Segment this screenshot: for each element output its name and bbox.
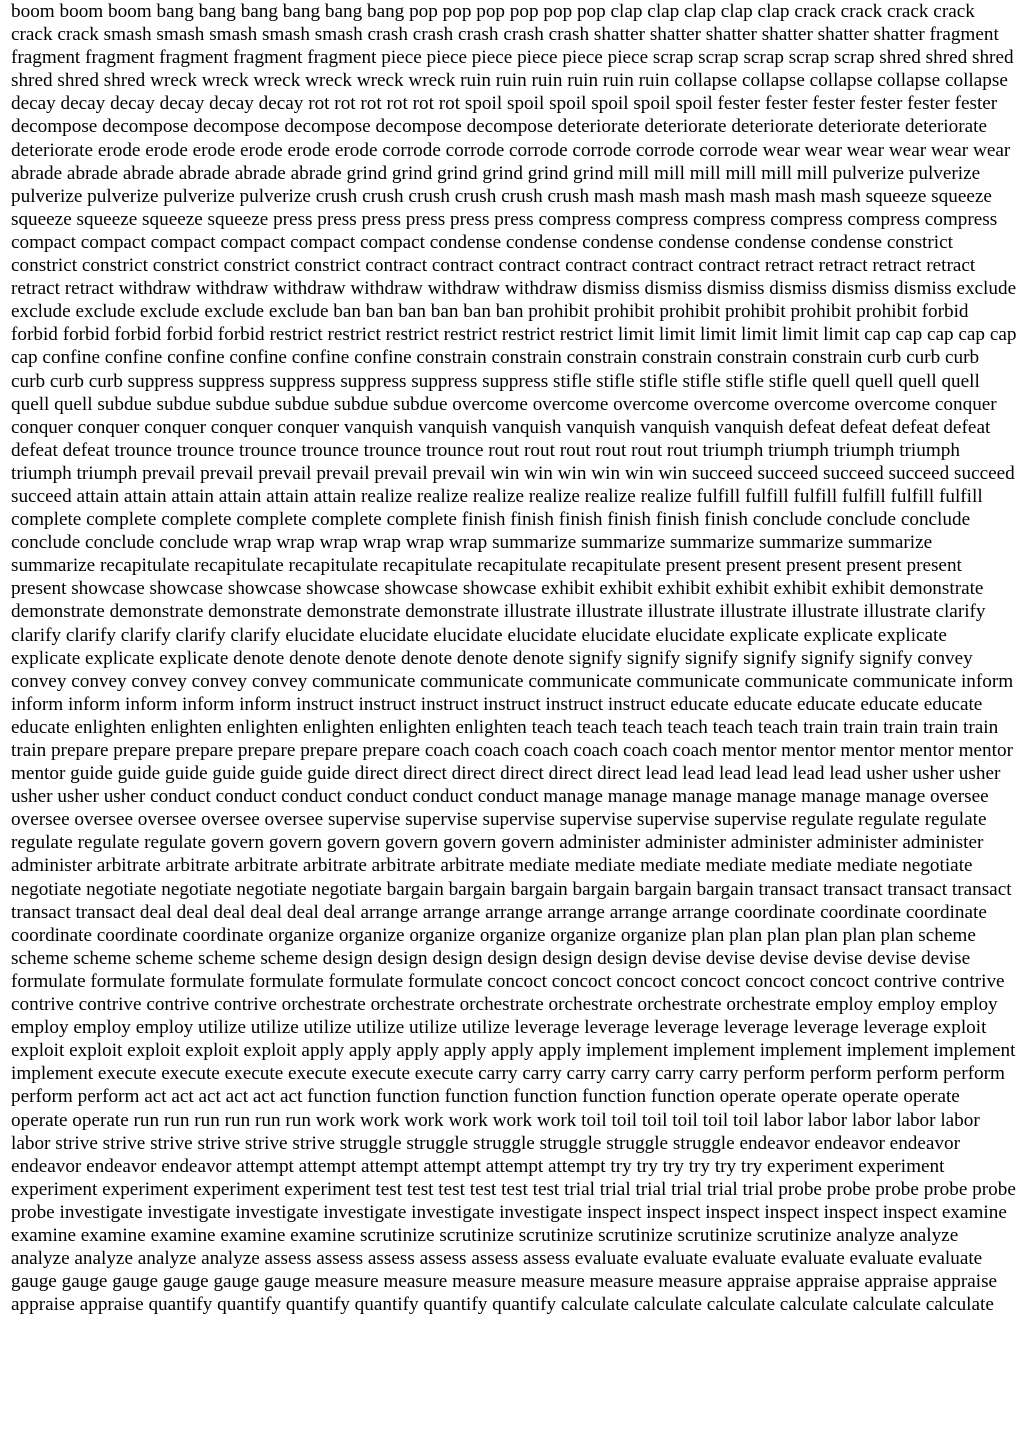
body-paragraph: boom boom boom bang bang bang bang bang bang pop pop pop pop pop pop clap clap clap clap clap crack crack crack crack crack crack smash smash smash smash smash crash crash crash crash crash shatter shatter shatter shatter shatter shatter fragment fragment fragment fragment fragment fragment piece piece piece piece piece piece scrap scrap scrap scrap scrap shred shred shred shred shred shred wreck wreck wreck wreck wreck wreck ruin ruin ruin ruin ruin ruin collapse collapse collapse collapse collapse decay decay decay decay decay decay rot rot rot rot rot rot spoil spoil spoil spoil spoil spoil fester fester fester fester fester fester decompose decompose decompose decompose decompose decompose deteriorate deteriorate deteriorate deteriorate deteriorate deteriorate erode erode erode erode erode erode corrode corrode corrode corrode corrode corrode wear wear wear wear wear wear abrade abrade abrade abrade abrade abrade grind grind grind grind grind grind mill mill mill mill mill mill pulverize pulverize pulverize pulverize pulverize pulverize crush crush crush crush crush crush mash mash mash mash mash mash squeeze squeeze squeeze squeeze squeeze squeeze press press press press press press compress compress compress compress compress compress compact compact compact compact compact compact condense condense condense condense condense condense constrict constrict constrict constrict constrict constrict contract contract contract contract contract contract retract retract retract retract retract retract withdraw withdraw withdraw withdraw withdraw withdraw dismiss dismiss dismiss dismiss dismiss dismiss exclude exclude exclude exclude exclude exclude ban ban ban ban ban ban prohibit prohibit prohibit prohibit prohibit prohibit forbid forbid forbid forbid forbid forbid restrict restrict restrict restrict restrict restrict limit limit limit limit limit limit cap cap cap cap cap cap confine confine confine confine confine confine constrain constrain constrain constrain constrain constrain curb curb curb curb curb curb suppress suppress suppress suppress suppress suppress stifle stifle stifle stifle stifle stifle quell quell quell quell quell quell subdue subdue subdue subdue subdue subdue overcome overcome overcome overcome overcome overcome conquer conquer conquer conquer conquer conquer vanquish vanquish vanquish vanquish vanquish vanquish defeat defeat defeat defeat defeat defeat trounce trounce trounce trounce trounce trounce rout rout rout rout rout rout triumph triumph triumph triumph triumph triumph prevail prevail prevail prevail prevail prevail win win win win win win succeed succeed succeed succeed succeed succeed attain attain attain attain attain attain realize realize realize realize realize realize fulfill fulfill fulfill fulfill fulfill fulfill complete complete complete complete complete complete finish finish finish finish finish finish conclude conclude conclude conclude conclude conclude wrap wrap wrap wrap wrap wrap summarize summarize summarize summarize summarize summarize recapitulate recapitulate recapitulate recapitulate recapitulate recapitulate present present present present present present showcase showcase showcase showcase showcase showcase exhibit exhibit exhibit exhibit exhibit exhibit demonstrate demonstrate demonstrate demonstrate demonstrate demonstrate illustrate illustrate illustrate illustrate illustrate illustrate clarify clarify clarify clarify clarify clarify elucidate elucidate elucidate elucidate elucidate elucidate explicate explicate explicate explicate explicate explicate denote denote denote denote denote denote signify signify signify signify signify signify convey convey convey convey convey convey communicate communicate communicate communicate communicate communicate inform inform inform inform inform inform instruct instruct instruct instruct instruct instruct educate educate educate educate educate educate enlighten enlighten enlighten enlighten enlighten enlighten teach teach teach teach teach teach train train train train train train prepare prepare prepare prepare prepare prepare coach coach coach coach coach coach mentor mentor mentor mentor mentor mentor guide guide guide guide guide guide direct direct direct direct direct direct lead lead lead lead lead lead usher usher usher usher usher usher conduct conduct conduct conduct conduct conduct manage manage manage manage manage manage oversee oversee oversee oversee oversee oversee supervise supervise supervise supervise supervise supervise regulate regulate regulate regulate regulate regulate govern govern govern govern govern govern administer administer administer administer administer administer arbitrate arbitrate arbitrate arbitrate arbitrate arbitrate mediate mediate mediate mediate mediate mediate negotiate negotiate negotiate negotiate negotiate negotiate bargain bargain bargain bargain bargain bargain transact transact transact transact transact transact deal deal deal deal deal deal arrange arrange arrange arrange arrange arrange coordinate coordinate coordinate coordinate coordinate coordinate organize organize organize organize organize organize plan plan plan plan plan plan scheme scheme scheme scheme scheme scheme design design design design design design devise devise devise devise devise devise formulate formulate formulate formulate formulate formulate concoct concoct concoct concoct concoct concoct contrive contrive contrive contrive contrive contrive orchestrate orchestrate orchestrate orchestrate orchestrate orchestrate employ employ employ employ employ employ utilize utilize utilize utilize utilize utilize leverage leverage leverage leverage leverage leverage exploit exploit exploit exploit exploit exploit apply apply apply apply apply apply implement implement implement implement implement implement execute execute execute execute execute execute carry carry carry carry carry carry perform perform perform perform perform perform act act act act act act function function function function function function operate operate operate operate operate operate run run run run run run work work work work work work toil toil toil toil toil toil labor labor labor labor labor labor strive strive strive strive strive strive struggle struggle struggle struggle struggle struggle endeavor endeavor endeavor endeavor endeavor endeavor attempt attempt attempt attempt attempt attempt try try try try try try experiment experiment experiment experiment experiment experiment test test test test test test trial trial trial trial trial trial probe probe probe probe probe probe investigate investigate investigate investigate investigate investigate inspect inspect inspect inspect inspect inspect examine examine examine examine examine examine scrutinize scrutinize scrutinize scrutinize scrutinize scrutinize analyze analyze analyze analyze analyze analyze assess assess assess assess assess assess evaluate evaluate evaluate evaluate evaluate evaluate gauge gauge gauge gauge gauge gauge measure measure measure measure measure measure appraise appraise appraise appraise appraise appraise quantify quantify quantify quantify quantify quantify calculate calculate calculate calculate calculate calculate bbox=[11, 1, 1017, 1316]
